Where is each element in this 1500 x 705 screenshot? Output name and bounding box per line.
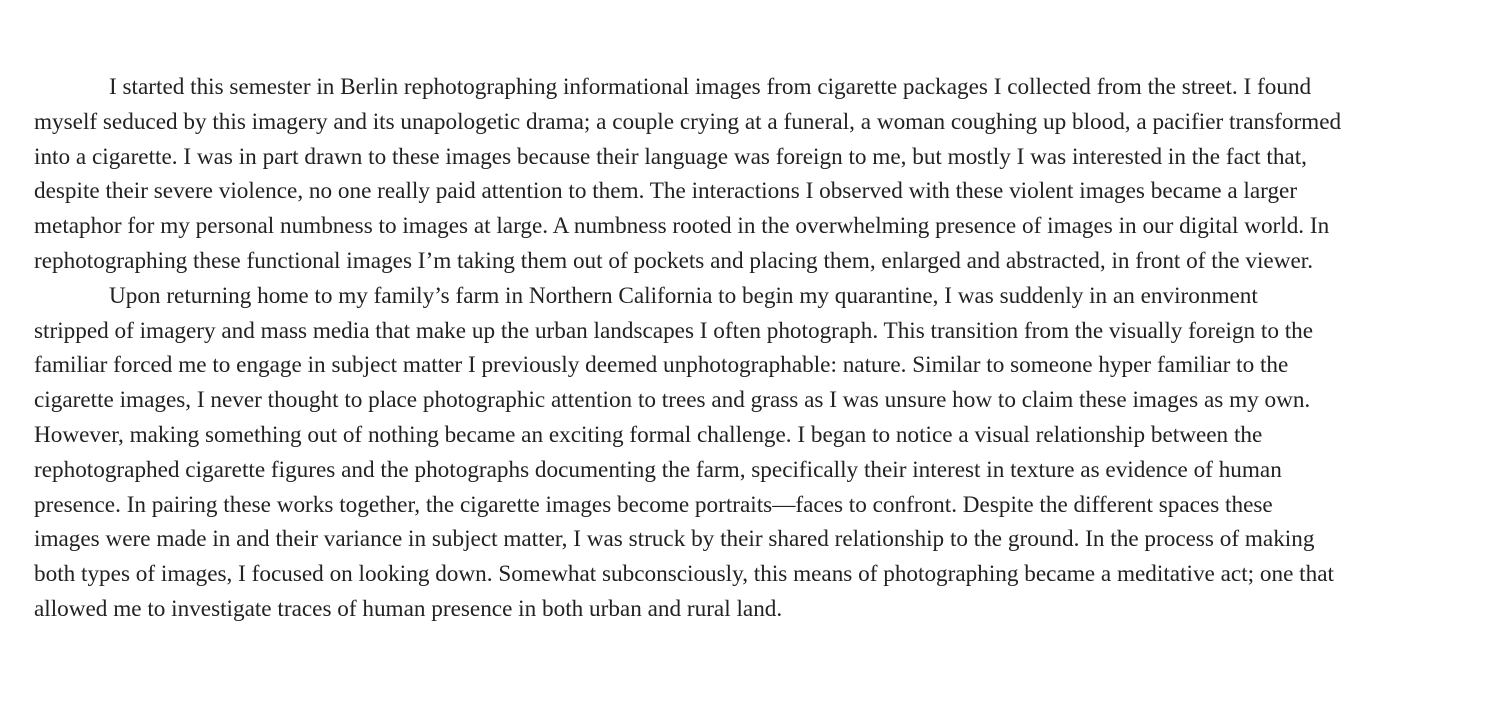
text-line: stripped of imagery and mass media that make up the urban landscapes I often photograph. This transition from the visually foreign to the [34, 317, 1314, 344]
text-line: rephotographing these functional images I’m taking them out of pockets and placing them, enlarged and abstracted, in front of the viewer. [34, 247, 1314, 274]
text-line: images were made in and their variance in subject matter, I was struck by their shared relationship to the ground. In the process of making [34, 526, 1315, 553]
text-line: myself seduced by this imagery and its unapologetic drama; a couple crying at a funeral, a woman coughing up blood, a pacifier transformed [34, 108, 1342, 135]
text-line: metaphor for my personal numbness to images at large. A numbness rooted in the overwhelming presence of images in our digital world. In [34, 213, 1330, 240]
text-line: familiar forced me to engage in subject matter I previously deemed unphotographable: nature. Similar to someone hyper familiar to the [34, 352, 1289, 379]
text-line: both types of images, I focused on looking down. Somewhat subconsciously, this means of photographing became a meditative act; one that [34, 561, 1334, 588]
paragraph-2 [34, 279, 1429, 627]
text-line: into a cigarette. I was in part drawn to these images because their language was foreign to me, but mostly I was interested in the fact that, [34, 143, 1307, 170]
text-line: Upon returning home to my family’s farm in Northern California to begin my quarantine, I was suddenly in an environment [109, 282, 1258, 309]
document-body [34, 70, 1429, 627]
text-line: However, making something out of nothing became an exciting formal challenge. I began to notice a visual relationship between the [34, 421, 1263, 448]
text-line: despite their severe violence, no one really paid attention to them. The interactions I observed with these violent images became a larger [34, 178, 1298, 205]
text-line: presence. In pairing these works together, the cigarette images become portraits—faces to confront. Despite the different spaces these [34, 491, 1273, 518]
text-line: rephotographed cigarette figures and the photographs documenting the farm, specifically their interest in texture as evidence of human [34, 456, 1282, 483]
text-line: allowed me to investigate traces of human presence in both urban and rural land. [34, 595, 783, 622]
text-line: I started this semester in Berlin rephotographing informational images from cigarette packages I collected from the street. I found [109, 74, 1312, 100]
text-line: cigarette images, I never thought to place photographic attention to trees and grass as I was unsure how to claim these images as my own. [34, 387, 1311, 414]
paragraph-1 [34, 70, 1429, 279]
